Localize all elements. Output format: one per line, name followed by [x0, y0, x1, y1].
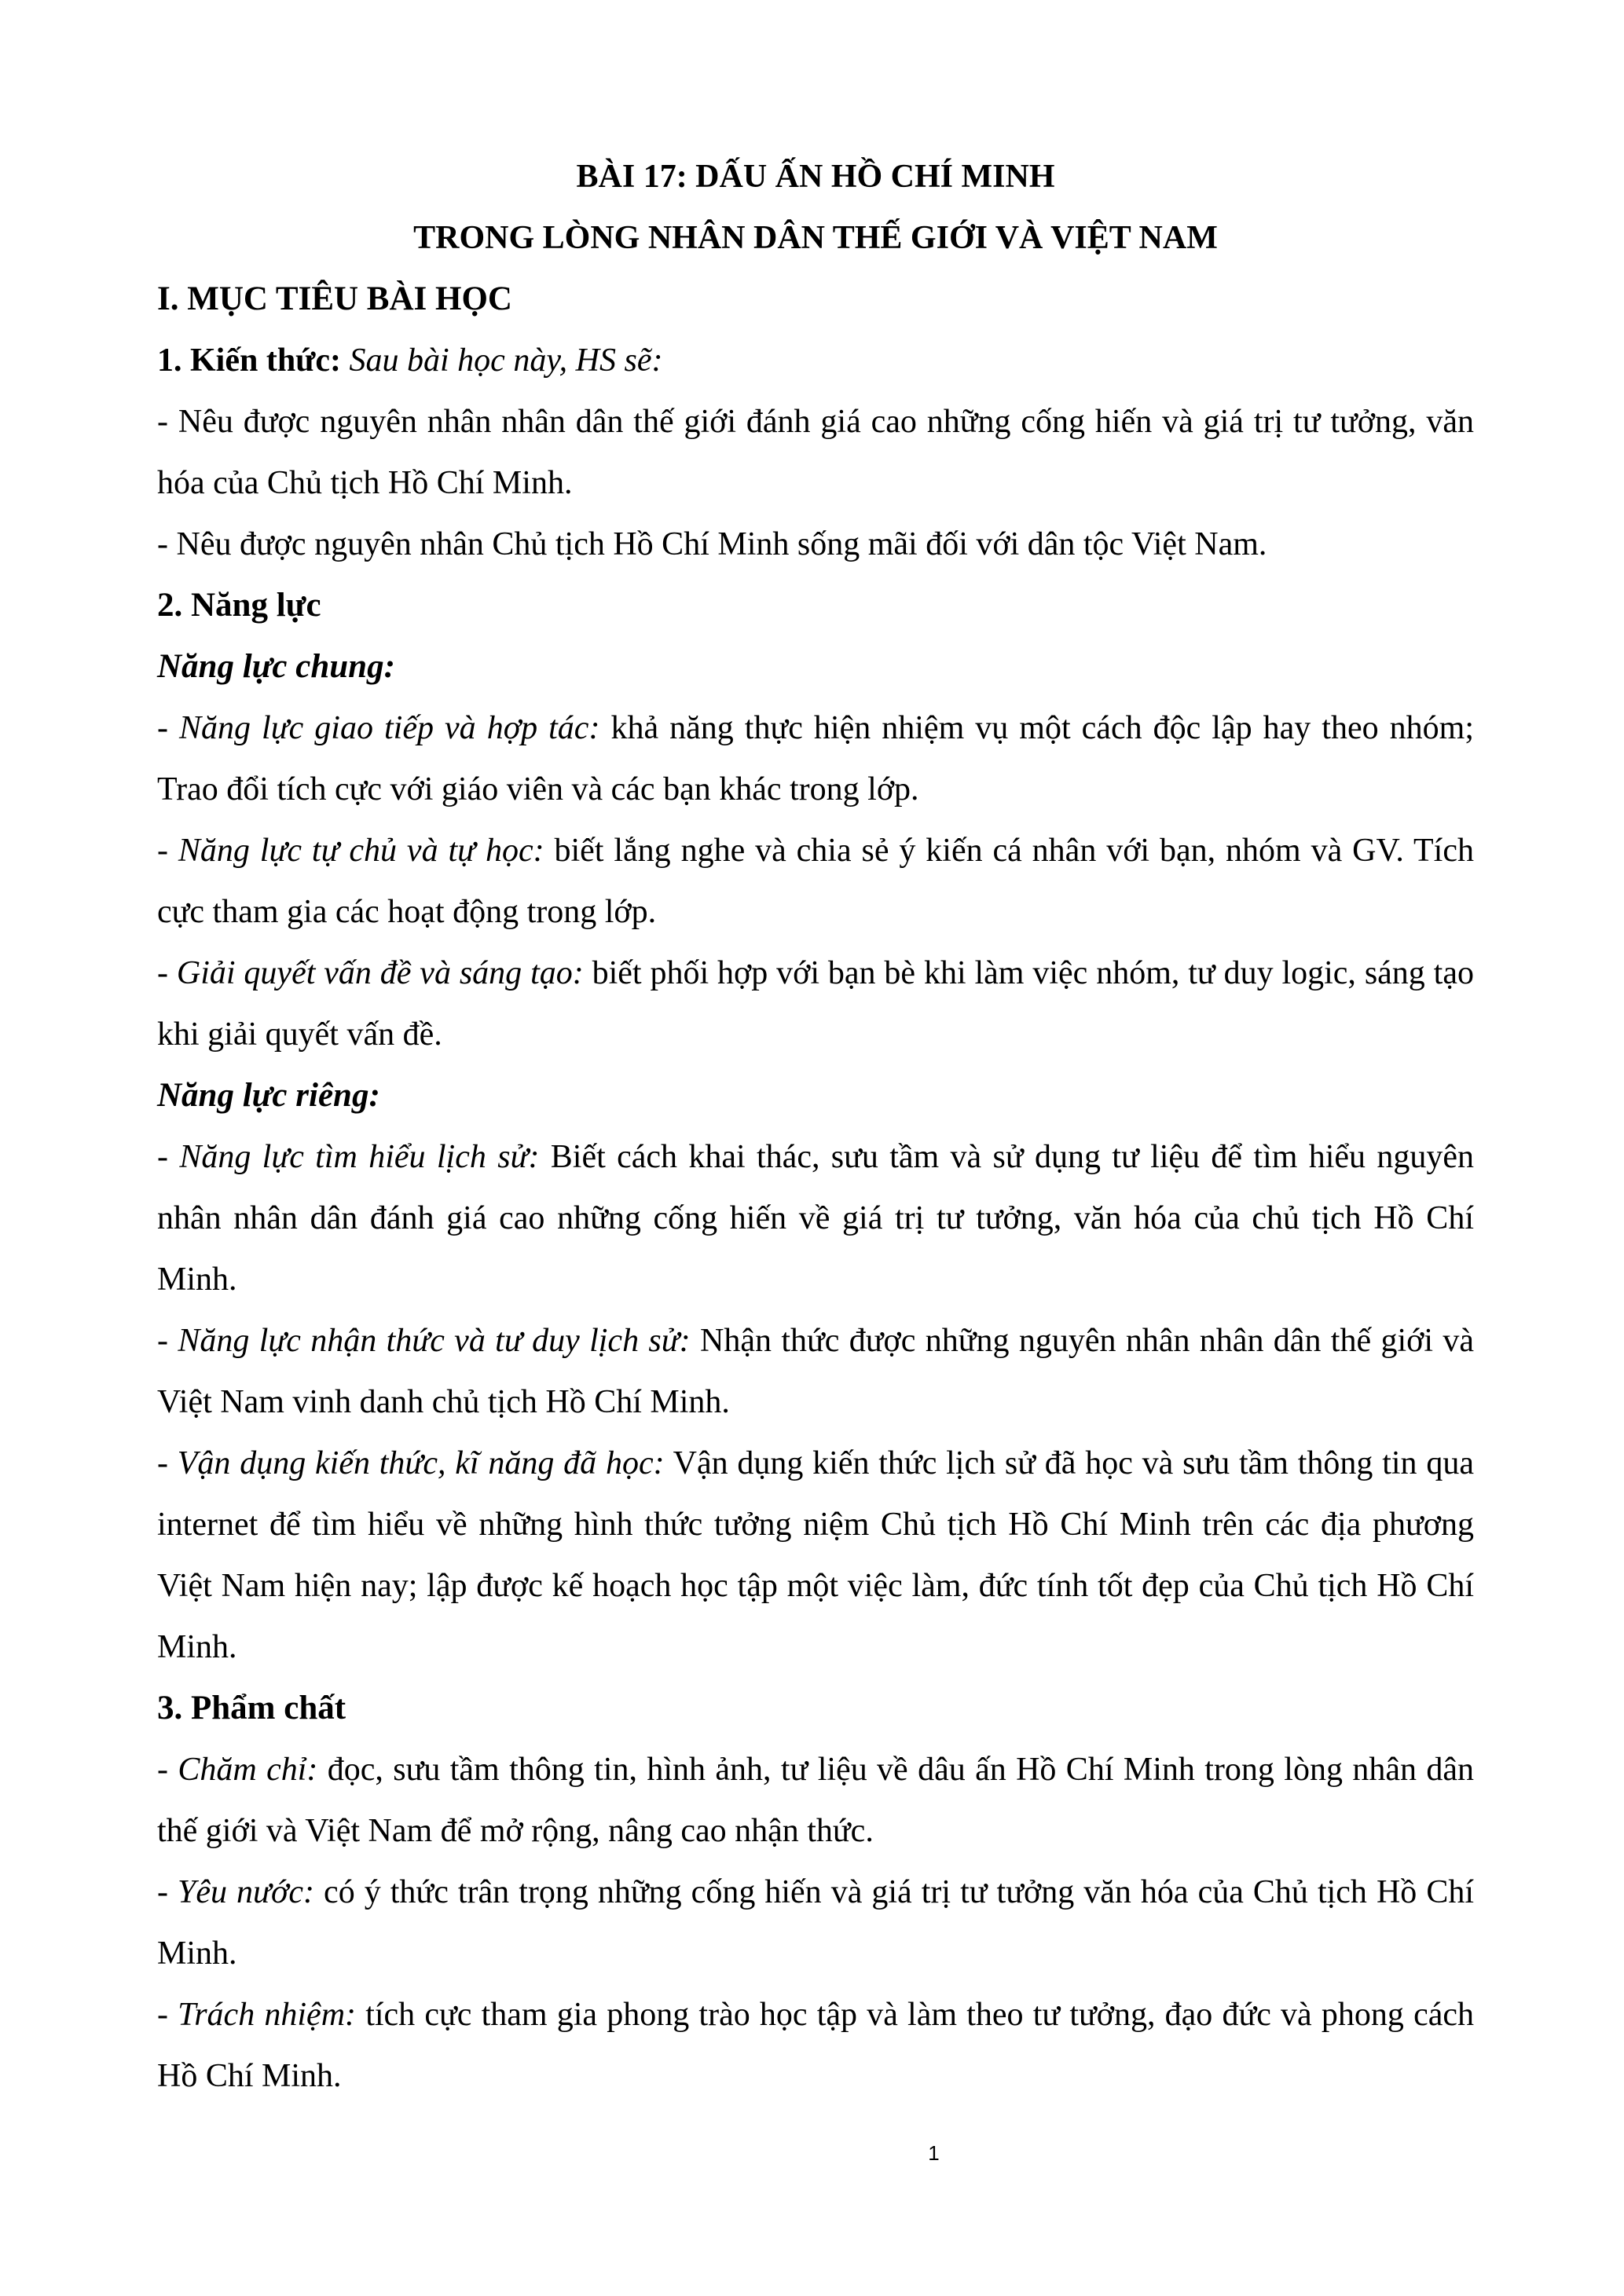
knowledge-item: - Nêu được nguyên nhân Chủ tịch Hồ Chí Minh sống mãi đối với dân tộc Việt Nam. [157, 526, 1267, 562]
item-text: Vận dụng kiến thức lịch sử đã học và sưu tầm thông tin qua internet để tìm hiểu về những hình thức tưởng niệm Chủ tịch Hồ Chí Minh trên các địa phương Việt Nam hiện nay; lập được kế hoạch học tập một việc làm, đức tính tốt đẹp của Chủ tịch Hồ Chí Minh. [157, 1445, 1474, 1665]
qualities-heading: 3. Phẩm chất [157, 1690, 346, 1727]
specific-competence-item [157, 1126, 1474, 1310]
item-lead: - Trách nhiệm: [157, 1997, 357, 2033]
specific-competence-item [157, 1310, 1474, 1433]
item-lead: - Năng lực giao tiếp và hợp tác: [157, 710, 600, 746]
item-text: biết phối hợp với bạn bè khi làm việc nhóm, tư duy logic, sáng tạo khi giải quyết vấn đề. [157, 955, 1474, 1053]
item-text: Nhận thức được những nguyên nhân nhân dân thế giới và Việt Nam vinh danh chủ tịch Hồ Chí Minh. [157, 1323, 1474, 1420]
competence-heading: 2. Năng lực [157, 587, 321, 624]
item-text: biết lắng nghe và chia sẻ ý kiến cá nhân với bạn, nhóm và GV. Tích cực tham gia các hoạt động trong lớp. [157, 833, 1474, 930]
item-lead: - Yêu nước: [157, 1874, 315, 1910]
item-lead: - Năng lực nhận thức và tư duy lịch sử: [157, 1323, 691, 1359]
item-text: Biết cách khai thác, sưu tầm và sử dụng tư liệu để tìm hiểu nguyên nhân nhân dân đánh giá cao những cống hiến về giá trị tư tưởng, văn hóa của chủ tịch Hồ Chí Minh. [157, 1139, 1475, 1298]
specific-competence-heading: Năng lực riêng: [157, 1077, 380, 1114]
quality-item [157, 1862, 1474, 1984]
general-competence-heading: Năng lực chung: [157, 648, 395, 685]
quality-item [157, 1739, 1474, 1862]
general-competence-item [157, 820, 1474, 943]
item-text: có ý thức trân trọng những cống hiến và giá trị tư tưởng văn hóa của Chủ tịch Hồ Chí Minh. [157, 1874, 1475, 1972]
item-text: khả năng thực hiện nhiệm vụ một cách độc lập hay theo nhóm; Trao đổi tích cực với giáo viên và các bạn khác trong lớp. [157, 710, 1474, 807]
lesson-title-line-2: TRONG LÒNG NHÂN DÂN THẾ GIỚI VÀ VIỆT NAM [413, 220, 1218, 256]
item-lead: - Vận dụng kiến thức, kĩ năng đã học: [157, 1445, 665, 1481]
lesson-title-line-1: BÀI 17: DẤU ẤN HỒ CHÍ MINH [576, 159, 1055, 195]
general-competence-item [157, 698, 1474, 820]
page-number: 1 [928, 2141, 940, 2165]
knowledge-heading [157, 330, 1474, 391]
item-text: tích cực tham gia phong trào học tập và làm theo tư tưởng, đạo đức và phong cách Hồ Chí Minh. [157, 1997, 1474, 2094]
specific-competence-item [157, 1433, 1474, 1678]
item-lead: - Chăm chỉ: [157, 1752, 318, 1788]
section-objectives-heading: I. MỤC TIÊU BÀI HỌC [157, 280, 512, 317]
knowledge-item: - Nêu được nguyên nhân nhân dân thế giới đánh giá cao những cống hiến và giá trị tư tưởng, văn hóa của Chủ tịch Hồ Chí Minh. [157, 404, 1474, 501]
item-lead: - Giải quyết vấn đề và sáng tạo: [157, 955, 584, 991]
quality-item [157, 1984, 1474, 2107]
item-lead: - Năng lực tự chủ và tự học: [157, 833, 544, 869]
page-content [157, 146, 1474, 2107]
general-competence-item [157, 943, 1474, 1065]
item-lead: - Năng lực tìm hiểu lịch sử: [157, 1139, 540, 1175]
item-text: đọc, sưu tầm thông tin, hình ảnh, tư liệu về dâu ấn Hồ Chí Minh trong lòng nhân dân thế giới và Việt Nam để mở rộng, nâng cao nhận thức. [157, 1752, 1474, 1849]
knowledge-label: 1. Kiến thức: [157, 342, 342, 379]
knowledge-intro: Sau bài học này, HS sẽ: [341, 342, 663, 379]
